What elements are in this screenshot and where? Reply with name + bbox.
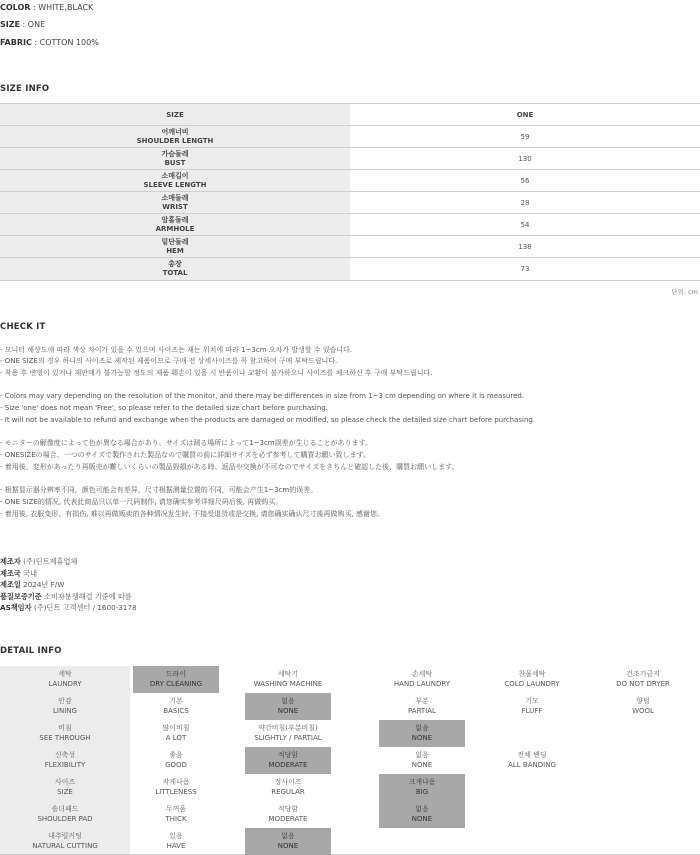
detail-option [245,666,331,693]
size-row-label [0,214,350,236]
detail-option [379,747,465,774]
detail-option-en: NONE [277,706,299,715]
detail-option-ko: 세탁기 [277,670,299,678]
detail-option-ko: 있음 [169,832,183,840]
producer-line [0,579,64,591]
detail-option-ko: 기본 [169,697,183,705]
producer-value: (주)딘트 고객센터 / 1600-3178 [31,603,137,612]
size-header-value-text: ONE [516,111,534,119]
size-table-row [0,147,700,170]
detail-option-selected [245,828,331,855]
detail-option [379,666,465,693]
check-it-line: - 根据显示器分辨率不同，颜色可能会有差异，尺寸根据测量位置的不同，可能会产生1~3cm的误差。 [0,486,318,494]
detail-header-en: LAUNDRY [48,679,82,688]
detail-option-selected [379,720,465,747]
size-row-value-text: 73 [520,265,530,273]
size-row-value [350,236,700,258]
detail-option-ko: 기모 [525,697,539,705]
check-it-line: - モニターの解像度によって色が異なる場合があり、サイズは測る場所によって1~3cm誤差が生じることがあります。 [0,439,373,447]
detail-option-ko: 많이비침 [162,724,190,732]
detail-option-en: REGULAR [271,787,305,796]
detail-header-en: SHOULDER PAD [37,814,93,823]
detail-option-ko: 크게나옴 [408,778,436,786]
producer-line [0,591,132,603]
size-row-value [350,258,700,280]
detail-option-selected [245,747,331,774]
size-row-label-ko: 소매둘레 [161,194,189,202]
detail-option-selected [379,801,465,828]
detail-option [600,693,686,720]
size-label: SIZE [0,20,21,29]
size-table-header [0,103,700,126]
detail-option-ko: 건조기금지 [626,670,660,678]
detail-option-en: PARTIAL [408,706,436,715]
size-row-label-en: WRIST [162,203,188,211]
detail-option-ko: 작게나옴 [162,778,190,786]
size-header-label-text: SIZE [166,110,184,119]
size-info-title: SIZE INFO [0,84,50,94]
detail-option-ko: 없음 [415,724,429,732]
size-row-value [350,148,700,170]
check-it-line: - Size 'one' does not mean 'Free', so please refer to the detailed size chart before purchasing. [0,404,328,412]
producer-line [0,556,77,568]
detail-option-ko: 적당함 [277,751,299,759]
detail-header-ko: 신축성 [54,751,76,759]
detail-option-en: DRY CLEANING [149,679,203,688]
detail-option [133,801,219,828]
detail-option [245,774,331,801]
detail-option-ko: 약간비침(부분비침) [258,724,318,732]
size-row-label-en: HEM [166,247,184,255]
producer-label: 제조일 [0,580,21,589]
detail-option-en: NONE [277,841,299,850]
size-row-value [350,214,700,236]
detail-option [489,747,575,774]
detail-option-ko: 적당함 [277,805,299,813]
detail-option-ko: 좋음 [169,751,183,759]
detail-option-ko: 손세탁 [411,670,433,678]
check-it-line: - ONE SIZE의 경우 하나의 사이즈로 제작된 제품이므로 구매 전 상세사이즈를 꼭 참고하여 구매 부탁드립니다. [0,357,338,365]
size-table-row [0,257,700,281]
detail-option-ko: 없음 [281,697,295,705]
detail-option-ko: 전체 밴딩 [517,751,547,759]
check-it-title: CHECK IT [0,322,46,332]
color-label: COLOR [0,3,31,12]
detail-row-header [20,666,110,693]
detail-row-header [20,747,110,774]
detail-option-en: MODERATE [268,760,308,769]
detail-header-ko: 내추럴커팅 [48,832,82,840]
producer-label: 제조자 [0,557,21,566]
detail-option [489,666,575,693]
size-row-value-text: 56 [520,177,530,185]
fabric-label: FABRIC [0,38,32,47]
producer-value: 소비자분쟁해결 기준에 따름 [41,591,132,601]
size-unit: 단위: cm [671,288,698,296]
size-table-row [0,213,700,236]
size-row-value-text: 59 [520,133,530,141]
size-row-value [350,126,700,148]
detail-option-ko: 찬물세탁 [518,670,546,678]
detail-option [133,693,219,720]
detail-option-en: HAND LAUNDRY [393,679,451,688]
check-it-line: - It will not be available to refund and exchange when the products are damaged or modified, so please check the detailed size chart before purchasing. [0,416,536,424]
detail-row-header [20,801,110,828]
detail-option-en: NONE [411,814,433,823]
size-row-value [350,170,700,192]
producer-label: 품질보증기준 [0,591,42,601]
detail-row-header [20,693,110,720]
detail-option-en: COLD LAUNDRY [504,679,560,688]
detail-option-en: GOOD [165,760,187,769]
size-row-value-text: 28 [520,199,530,207]
color-value: : WHITE,BLACK [30,3,94,12]
size-row-value-text: 130 [518,155,532,163]
detail-option [133,828,219,855]
size-row-label-ko: 총장 [168,260,182,268]
detail-row-header [20,774,110,801]
size-row-label-ko: 가슴둘레 [161,150,189,158]
check-it-line: - 着用後、変形があったり再販売が難しいくらいの製品毀損がある時、返品や交換が不可なのでサイズをきちんと確認した後、購買お願いします。 [0,463,459,471]
check-it-line: - ONE SIZE的情况, 代表此商品只以单一尺码制作, 请您确实参考详细尺码后後, 再做购买。 [0,498,283,506]
check-it-line: - 着用後, 衣服变形、有损伤, 难以再做贩卖的各种情况发生时, 不接受退货或是交换, 请您确实确认尺寸後再做购买, 感谢您。 [0,510,385,518]
detail-option [489,693,575,720]
detail-option-en: A LOT [165,733,187,742]
spec-color [0,3,93,13]
detail-option-en: NONE [411,760,433,769]
detail-option-en: SLIGHTLY / PARTIAL [254,733,322,742]
detail-option-en: DO NOT DRYER [616,679,670,688]
size-row-label [0,148,350,170]
size-row-label-en: SHOULDER LENGTH [136,137,214,145]
size-row-label [0,170,350,192]
detail-header-ko: 사이즈 [54,778,76,786]
producer-label: AS책임자 [0,603,32,612]
detail-option-ko: 정사이즈 [274,778,302,786]
detail-option-en: FLUFF [521,706,543,715]
size-value: : ONE [20,20,46,29]
detail-header-ko: 세탁 [58,670,72,678]
detail-header-en: FLEXIBILITY [44,760,86,769]
detail-option-ko: 두꺼움 [165,805,187,813]
size-row-label [0,236,350,258]
check-it-line: - Colors may vary depending on the resolution of the monitor, and there may be differences in size from 1~3 cm depending on where it is measured. [0,392,525,400]
detail-option [245,801,331,828]
detail-option-ko: 부분 [415,697,429,705]
producer-line [0,568,37,580]
detail-option [133,720,219,747]
size-table-row [0,169,700,192]
fabric-value: : COTTON 100% [31,38,99,47]
detail-option-en: THICK [165,814,187,823]
size-table-row [0,235,700,258]
detail-header-en: SEE THROUGH [39,733,91,742]
detail-option-selected [133,666,219,693]
spec-size [0,20,45,30]
size-row-label-ko: 어깨너비 [161,128,189,136]
detail-option-en: BASICS [163,706,189,715]
size-row-label-ko: 암홀둘레 [161,216,189,224]
detail-option-en: ALL BANDING [508,760,556,769]
size-row-label-ko: 밑단둘레 [161,238,189,246]
detail-option-en: LITTLENESS [155,787,197,796]
size-header-label [0,104,350,126]
producer-value: 2024년 F/W [20,580,65,589]
producer-value: 국내 [20,568,38,578]
detail-option [379,693,465,720]
check-it-line: - ONESIZEの場合、一つのサイズで製作された製品なので購買の前に詳細サイズを必ず参考して購買お願い致します。 [0,451,370,459]
detail-option [133,774,219,801]
detail-grid [0,666,700,855]
detail-header-ko: 숄더패드 [51,805,79,813]
check-it-line: - 착용 후 변형이 있거나 재판매가 불가능할 정도의 제품 훼손이 있을 시 반품이나 교환이 불가하오니 사이즈를 체크하신 후 구매 부탁드립니다. [0,369,433,377]
size-row-label-en: SLEEVE LENGTH [143,181,207,189]
size-header-value [350,104,700,126]
producer-label: 제조국 [0,568,21,578]
detail-option-ko: 없음 [415,751,429,759]
detail-row-header [20,720,110,747]
detail-option-en: WOOL [632,706,654,715]
size-row-value [350,192,700,214]
detail-option-ko: 없음 [281,832,295,840]
producer-line [0,602,137,614]
detail-option [133,747,219,774]
detail-option-selected [245,693,331,720]
producer-value: (주)딘트제휴업체 [20,557,78,566]
size-table-row [0,191,700,214]
detail-option-ko: 없음 [415,805,429,813]
detail-row-header [20,828,110,855]
size-row-label-en: ARMHOLE [155,225,195,233]
size-row-value-text: 54 [520,221,530,229]
detail-option [245,720,331,747]
detail-option-en: NONE [411,733,433,742]
detail-info-title: DETAIL INFO [0,646,62,656]
detail-header-en: SIZE [57,787,73,796]
detail-option-en: BIG [415,787,429,796]
size-row-value-text: 138 [518,243,532,251]
detail-header-en: LINING [53,706,77,715]
size-row-label [0,126,350,148]
detail-header-en: NATURAL CUTTING [32,841,98,850]
check-it-line: - 모니터 해상도에 따라 색상 차이가 있을 수 있으며 사이즈는 재는 위치에 따라 1~3cm 오차가 발생할 수 있습니다. [0,346,353,354]
size-row-label-en: BUST [164,159,186,167]
detail-option-en: WASHING MACHINE [253,679,323,688]
size-table-row [0,125,700,148]
detail-option-selected [379,774,465,801]
detail-option-ko: 드라이 [165,670,187,678]
detail-header-ko: 비침 [58,724,72,732]
detail-option-en: MODERATE [268,814,308,823]
detail-option [600,666,686,693]
size-row-label-ko: 소매길이 [161,172,189,180]
size-row-label [0,258,350,280]
detail-option-en: HAVE [166,841,186,850]
size-row-label-en: TOTAL [162,269,188,277]
detail-header-ko: 안감 [58,697,72,705]
spec-fabric [0,38,99,48]
detail-option-ko: 양털 [636,697,650,705]
size-row-label [0,192,350,214]
